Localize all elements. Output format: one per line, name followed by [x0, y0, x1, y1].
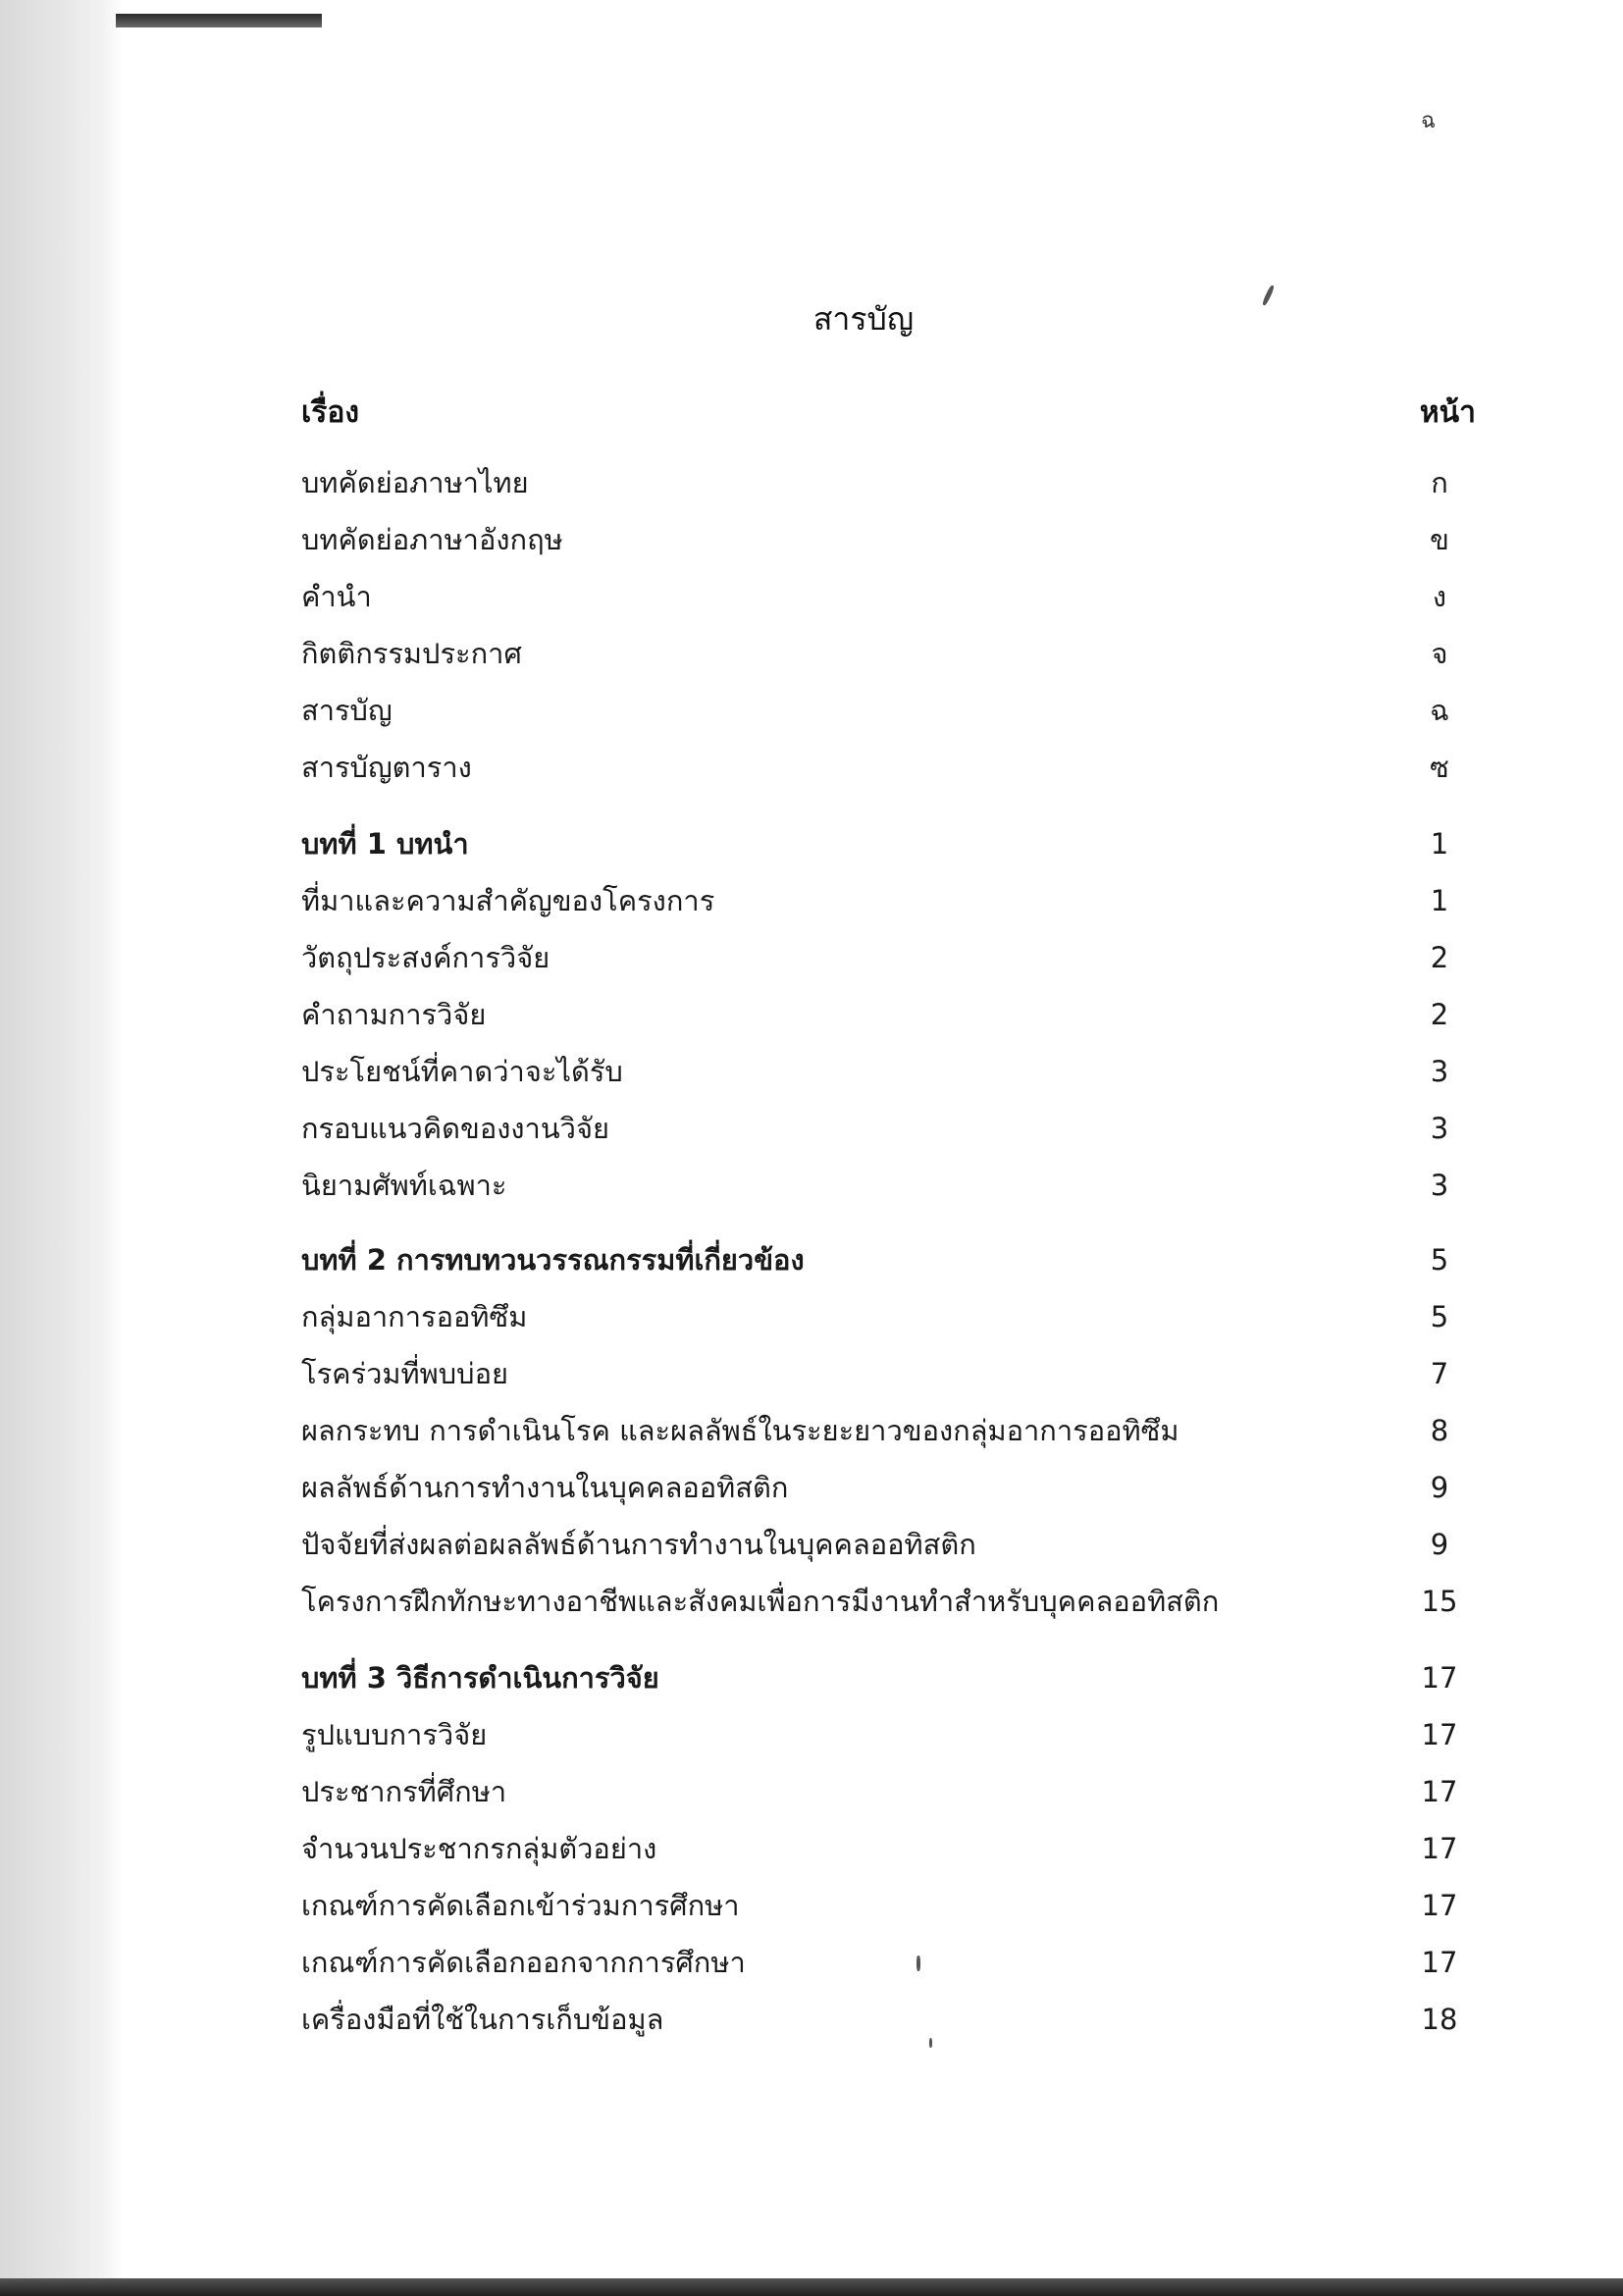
toc-entry-page: 3 — [1430, 1055, 1449, 1088]
binding-shadow — [0, 0, 123, 2296]
toc-entry-page: 17 — [1421, 1775, 1458, 1808]
toc-entry-title: สารบัญตาราง — [301, 751, 472, 784]
toc-row — [301, 1998, 1479, 2041]
toc-row — [301, 1107, 1479, 1150]
toc-entry-page: ฉ — [1430, 694, 1449, 727]
toc-row — [301, 1050, 1479, 1093]
toc-entry-title: กรอบแนวคิดของงานวิจัย — [301, 1112, 609, 1145]
toc-entry-title: จำนวนประชากรกลุ่มตัวอย่าง — [301, 1832, 657, 1865]
toc-entry-title: สารบัญ — [301, 694, 393, 727]
topic-column-header: เรื่อง — [301, 395, 360, 430]
toc-row — [301, 632, 1479, 675]
toc-entry-title: ปัจจัยที่ส่งผลต่อผลลัพธ์ด้านการทำงานในบุคคลออทิสติก — [301, 1528, 976, 1561]
toc-entry-page: 1 — [1430, 884, 1449, 917]
toc-entry-title: กิตติกรรมประกาศ — [301, 637, 522, 670]
toc-row — [301, 518, 1479, 561]
toc-entry-title: ประโยชน์ที่คาดว่าจะได้รับ — [301, 1055, 623, 1088]
toc-entry-page: ง — [1432, 580, 1447, 613]
page-column-header: หน้า — [1419, 395, 1476, 430]
toc-row — [301, 1713, 1479, 1756]
scan-top-edge — [116, 14, 322, 27]
toc-entry-title: ประชากรที่ศึกษา — [301, 1775, 507, 1808]
toc-entry-page: 7 — [1430, 1357, 1449, 1390]
scan-bottom-edge — [0, 2278, 1623, 2296]
toc-row — [301, 936, 1479, 979]
toc-entry-page: ก — [1431, 466, 1448, 499]
toc-row — [301, 689, 1479, 732]
toc-entry-page: 5 — [1430, 1300, 1449, 1333]
toc-entry-page: จ — [1431, 637, 1448, 670]
page-title: สารบัญ — [812, 300, 915, 338]
toc-entry-title: เกณฑ์การคัดเลือกออกจากการศึกษา — [301, 1946, 746, 1979]
toc-chapter-row — [301, 822, 1479, 865]
toc-entry-title: ผลกระทบ การดำเนินโรค และผลลัพธ์ในระยะยาวของกลุ่มอาการออทิซึม — [301, 1414, 1179, 1447]
toc-chapter-row — [301, 1656, 1479, 1699]
toc-entry-title: บทที่ 1 บทนำ — [301, 827, 469, 861]
toc-entry-title: คำนำ — [301, 580, 372, 613]
toc-entry-title: กลุ่มอาการออทิซึม — [301, 1300, 528, 1333]
toc-entry-page: 2 — [1430, 941, 1449, 974]
toc-entry-page: 17 — [1421, 1832, 1458, 1865]
toc-row — [301, 461, 1479, 504]
toc-entry-title: ผลลัพธ์ด้านการทำงานในบุคคลออทิสติก — [301, 1471, 789, 1504]
toc-entry-title: ที่มาและความสำคัญของโครงการ — [301, 884, 715, 917]
page-number: ฉ — [1421, 109, 1436, 133]
toc-row — [301, 1941, 1479, 1984]
toc-entry-title: เครื่องมือที่ใช้ในการเก็บข้อมูล — [301, 2003, 664, 2036]
toc-entry-title: วัตถุประสงค์การวิจัย — [301, 941, 550, 974]
toc-entry-page: ซ — [1430, 751, 1449, 784]
toc-row — [301, 1164, 1479, 1207]
toc-row — [301, 1352, 1479, 1395]
toc-entry-title: บทที่ 3 วิธีการดำเนินการวิจัย — [301, 1661, 659, 1695]
toc-row — [301, 1770, 1479, 1813]
toc-entry-title: เกณฑ์การคัดเลือกเข้าร่วมการศึกษา — [301, 1889, 740, 1922]
toc-entry-page: 2 — [1430, 998, 1449, 1031]
toc-row — [301, 879, 1479, 922]
toc-entry-title: รูปแบบการวิจัย — [301, 1718, 488, 1751]
toc-entry-page: 5 — [1430, 1243, 1449, 1277]
toc-row — [301, 1580, 1479, 1623]
toc-entry-page: 8 — [1430, 1414, 1449, 1447]
toc-row — [301, 1466, 1479, 1509]
toc-entry-page: 17 — [1421, 1661, 1458, 1695]
toc-entry-page: ข — [1430, 523, 1449, 556]
toc-entry-page: 17 — [1421, 1718, 1458, 1751]
toc-entry-page: 17 — [1421, 1889, 1458, 1922]
toc-entry-page: 17 — [1421, 1946, 1458, 1979]
toc-row — [301, 1827, 1479, 1870]
toc-row — [301, 1523, 1479, 1566]
toc-entry-page: 15 — [1421, 1585, 1458, 1618]
toc-entry-title: บทคัดย่อภาษาไทย — [301, 466, 529, 499]
toc-entry-page: 3 — [1430, 1112, 1449, 1145]
toc-row — [301, 1409, 1479, 1452]
toc-chapter-row — [301, 1238, 1479, 1281]
toc-entry-page: 3 — [1430, 1169, 1449, 1202]
toc-row — [301, 993, 1479, 1036]
toc-entry-title: โรคร่วมที่พบบ่อย — [301, 1357, 508, 1390]
toc-entry-title: โครงการฝึกทักษะทางอาชีพและสังคมเพื่อการมีงานทำสำหรับบุคคลออทิสติก — [301, 1585, 1220, 1618]
toc-row — [301, 575, 1479, 618]
toc-row — [301, 1295, 1479, 1338]
toc-entry-page: 9 — [1430, 1471, 1449, 1504]
toc-entry-page: 18 — [1421, 2003, 1458, 2036]
toc-entry-page: 1 — [1430, 827, 1449, 861]
toc-entry-page: 9 — [1430, 1528, 1449, 1561]
toc-entry-title: คำถามการวิจัย — [301, 998, 487, 1031]
toc-entry-title: นิยามศัพท์เฉพาะ — [301, 1169, 507, 1202]
toc-entry-title: บทที่ 2 การทบทวนวรรณกรรมที่เกี่ยวข้อง — [301, 1243, 805, 1277]
toc-entry-title: บทคัดย่อภาษาอังกฤษ — [301, 523, 563, 556]
toc-row — [301, 1884, 1479, 1927]
toc-row — [301, 746, 1479, 789]
